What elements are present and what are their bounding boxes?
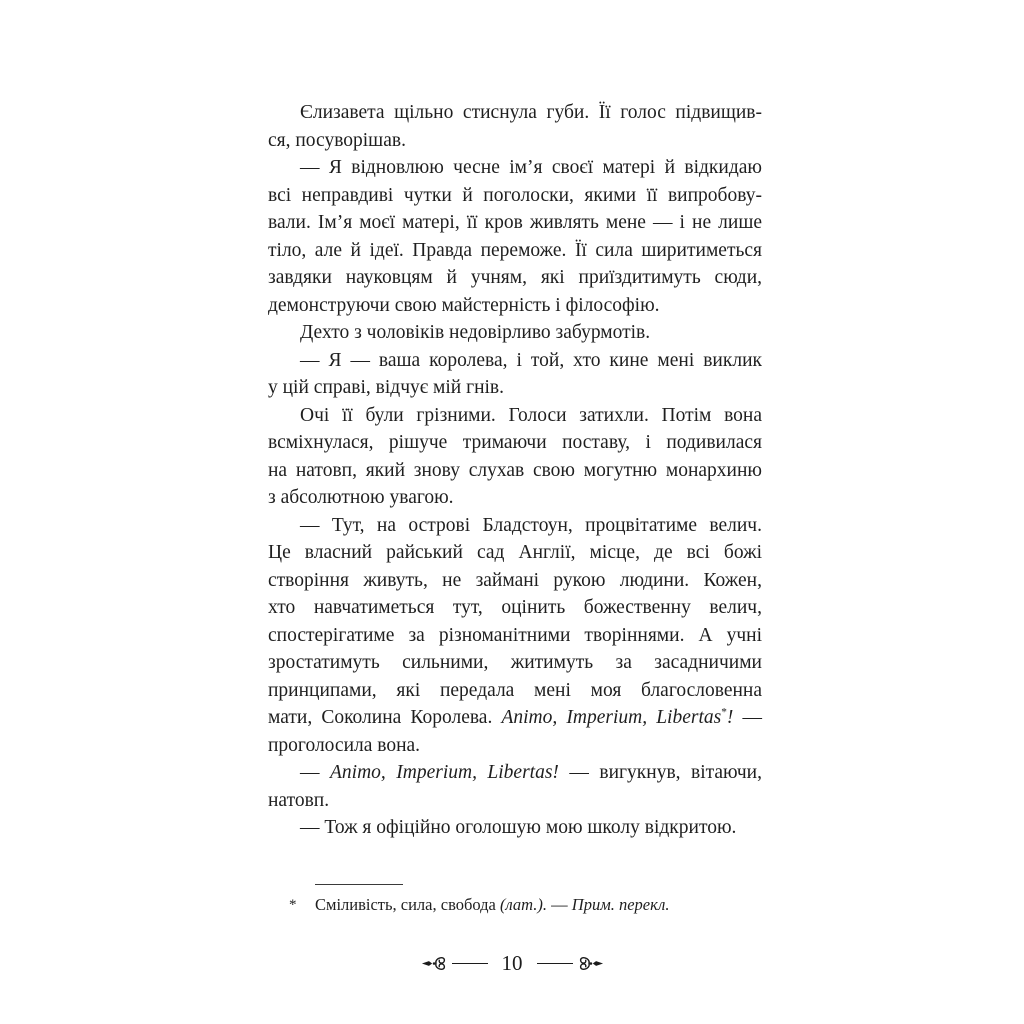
text-line	[268, 704, 762, 732]
latin-motto-run: Animo, Imperium, Libertas	[501, 707, 722, 728]
text-line: спостерігатиме за різноманітними творіннями. А учні	[268, 624, 762, 646]
text-line: Єлизавета щільно стиснула губи. Її голос підвищив-	[300, 102, 762, 123]
scroll-fleuron-left-icon	[421, 952, 449, 975]
page-number: 10	[501, 951, 523, 975]
footer-rule-left	[452, 963, 488, 964]
text-line: — Тут, на острові Бладстоун, процвітатиме велич.	[300, 514, 762, 536]
text-line: натовп.	[268, 789, 330, 811]
text-line: у цій справі, відчує мій гнів.	[268, 377, 505, 398]
text-line: зростатимуть сильними, житимуть за засадничими	[268, 652, 762, 673]
paragraph	[268, 512, 762, 760]
footnote-separator-rule	[315, 884, 403, 885]
text-run: Прим. перекл.	[571, 895, 670, 914]
text-run: мати, Соколина Королева.	[268, 707, 502, 728]
text-line: завдяки науковцям й учням, які приїздитимуть сюди,	[268, 267, 762, 288]
footnote	[268, 884, 762, 916]
paragraph	[268, 99, 762, 154]
page-footer	[0, 951, 1024, 976]
footer-rule-right	[537, 963, 573, 964]
text-line: ся, посуворішав.	[268, 129, 406, 151]
text-line: Очі її були грізними. Голоси затихли. Потім вона	[300, 404, 762, 426]
text-line: тіло, але й ідеї. Правда переможе. Її сила ширитиметься	[268, 239, 762, 261]
text-line: всі неправдиві чутки й поголоски, якими її випробову-	[268, 184, 762, 206]
footnote-text	[315, 894, 762, 916]
text-line: хто навчатиметься тут, оцінить божественну велич,	[268, 597, 762, 618]
text-run: (лат.).	[500, 895, 548, 914]
footnote-marker: *	[289, 897, 297, 913]
text-column	[268, 99, 762, 842]
text-line: всміхнулася, рішуче тримаючи поставу, і подивилася	[268, 432, 762, 453]
text-line: проголосила вона.	[268, 734, 421, 756]
text-line: — Я — ваша королева, і той, хто кине мені виклик	[300, 349, 762, 371]
text-line	[268, 759, 762, 787]
scroll-fleuron-right-icon	[576, 952, 604, 975]
text-run: — вигукнув, вітаючи,	[558, 762, 762, 783]
text-line: Це власний райський сад Англії, місце, де всі божі	[268, 542, 762, 563]
text-line: — Я відновлюю чесне ім’я своєї матері й відкидаю	[300, 157, 762, 178]
paragraph	[268, 347, 762, 402]
paragraph	[268, 319, 762, 347]
text-run: —	[733, 707, 763, 728]
text-line: Дехто з чоловіків недовірливо забурмотів.	[300, 322, 651, 343]
footnote-reference-asterisk: *	[721, 706, 727, 719]
text-line: — Тож я офіційно оголошую мою школу відкритою.	[300, 817, 737, 838]
text-line: вали. Ім’я моєї матері, її кров живлять мене — і не лише	[268, 212, 762, 233]
latin-motto-run: Animo, Imperium, Libertas!	[329, 762, 559, 783]
text-run: !	[726, 707, 734, 728]
text-line: з абсолютною увагою.	[268, 487, 454, 508]
text-run: —	[300, 762, 330, 783]
paragraph	[268, 154, 762, 319]
text-line: створіння живуть, не займані рукою людини. Кожен,	[268, 569, 762, 591]
paragraph	[268, 759, 762, 814]
text-run: Сміливість, сила, свобода	[315, 895, 501, 914]
text-run: —	[547, 895, 572, 914]
text-line: на натовп, який знову слухав свою могутню монархиню	[268, 459, 762, 481]
paragraph	[268, 814, 762, 842]
text-line: демонструючи свою майстерність і філософію.	[268, 294, 660, 316]
paragraph	[268, 402, 762, 512]
text-line: принципами, які передала мені моя благословенна	[268, 679, 762, 701]
